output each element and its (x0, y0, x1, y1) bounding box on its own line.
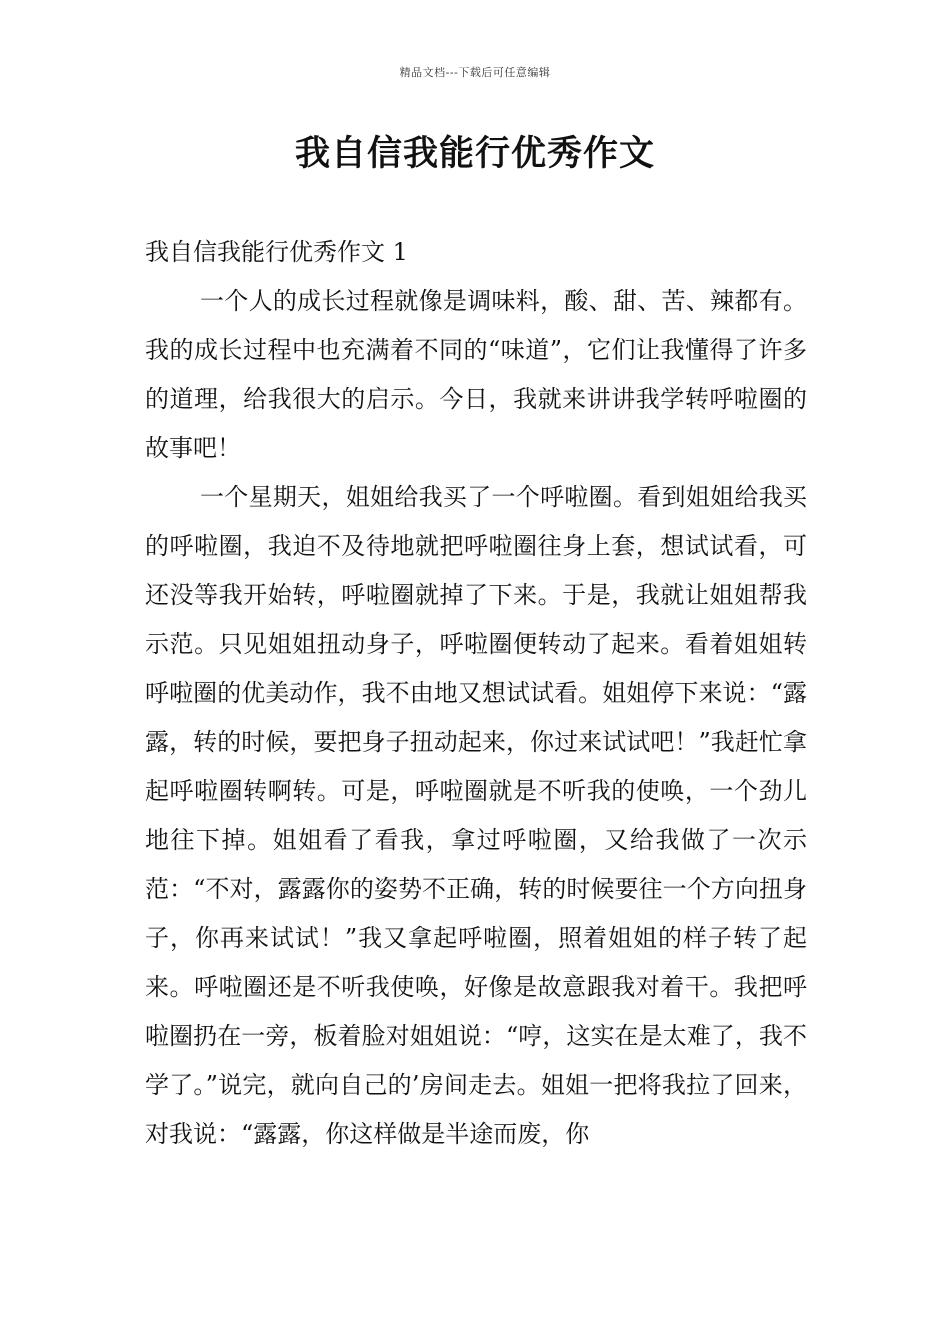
section-heading: 我自信我能行优秀作文 1 (145, 238, 408, 266)
header-note: 精品文档---下载后可任意编辑 (399, 66, 551, 79)
paragraph-2: 一个星期天，姐姐给我买了一个呼啦圈。看到姐姐给我买的呼啦圈，我迫不及待地就把呼啦圈往身上套，想试试看，可还没等我开始转，呼啦圈就掉了下来。于是，我就让姐姐帮我示范。只见姐姐扭动身子，呼啦圈便转动了起来。看着姐姐转呼啦圈的优美动作，我不由地又想试试看。姐姐停下来说：“露露，转的时候，要把身子扭动起来，你过来试试吧！”我赶忙拿起呼啦圈转啊转。可是，呼啦圈就是不听我的使唤，一个劲儿地往下掉。姐姐看了看我，拿过呼啦圈，又给我做了一次示范：“不对，露露你的姿势不正确，转的时候要往一个方向扭身子，你再来试试！”我又拿起呼啦圈，照着姐姐的样子转了起来。呼啦圈还是不听我使唤，好像是故意跟我对着干。我把呼啦圈扔在一旁，板着脸对姐姐说：“哼，这实在是太难了，我不学了。”说完，就向自己的’房间走去。姐姐一把将我拉了回来，对我说：“露露，你这样做是半途而废，你 (145, 483, 807, 1148)
document-title: 我自信我能行优秀作文 (294, 134, 655, 174)
document-body (145, 228, 807, 1159)
paragraph-1: 一个人的成长过程就像是调味料，酸、甜、苦、辣都有。我的成长过程中也充满着不同的“味道”，它们让我懂得了许多的道理，给我很大的启示。今日，我就来讲讲我学转呼啦圈的故事吧！ (145, 287, 807, 462)
